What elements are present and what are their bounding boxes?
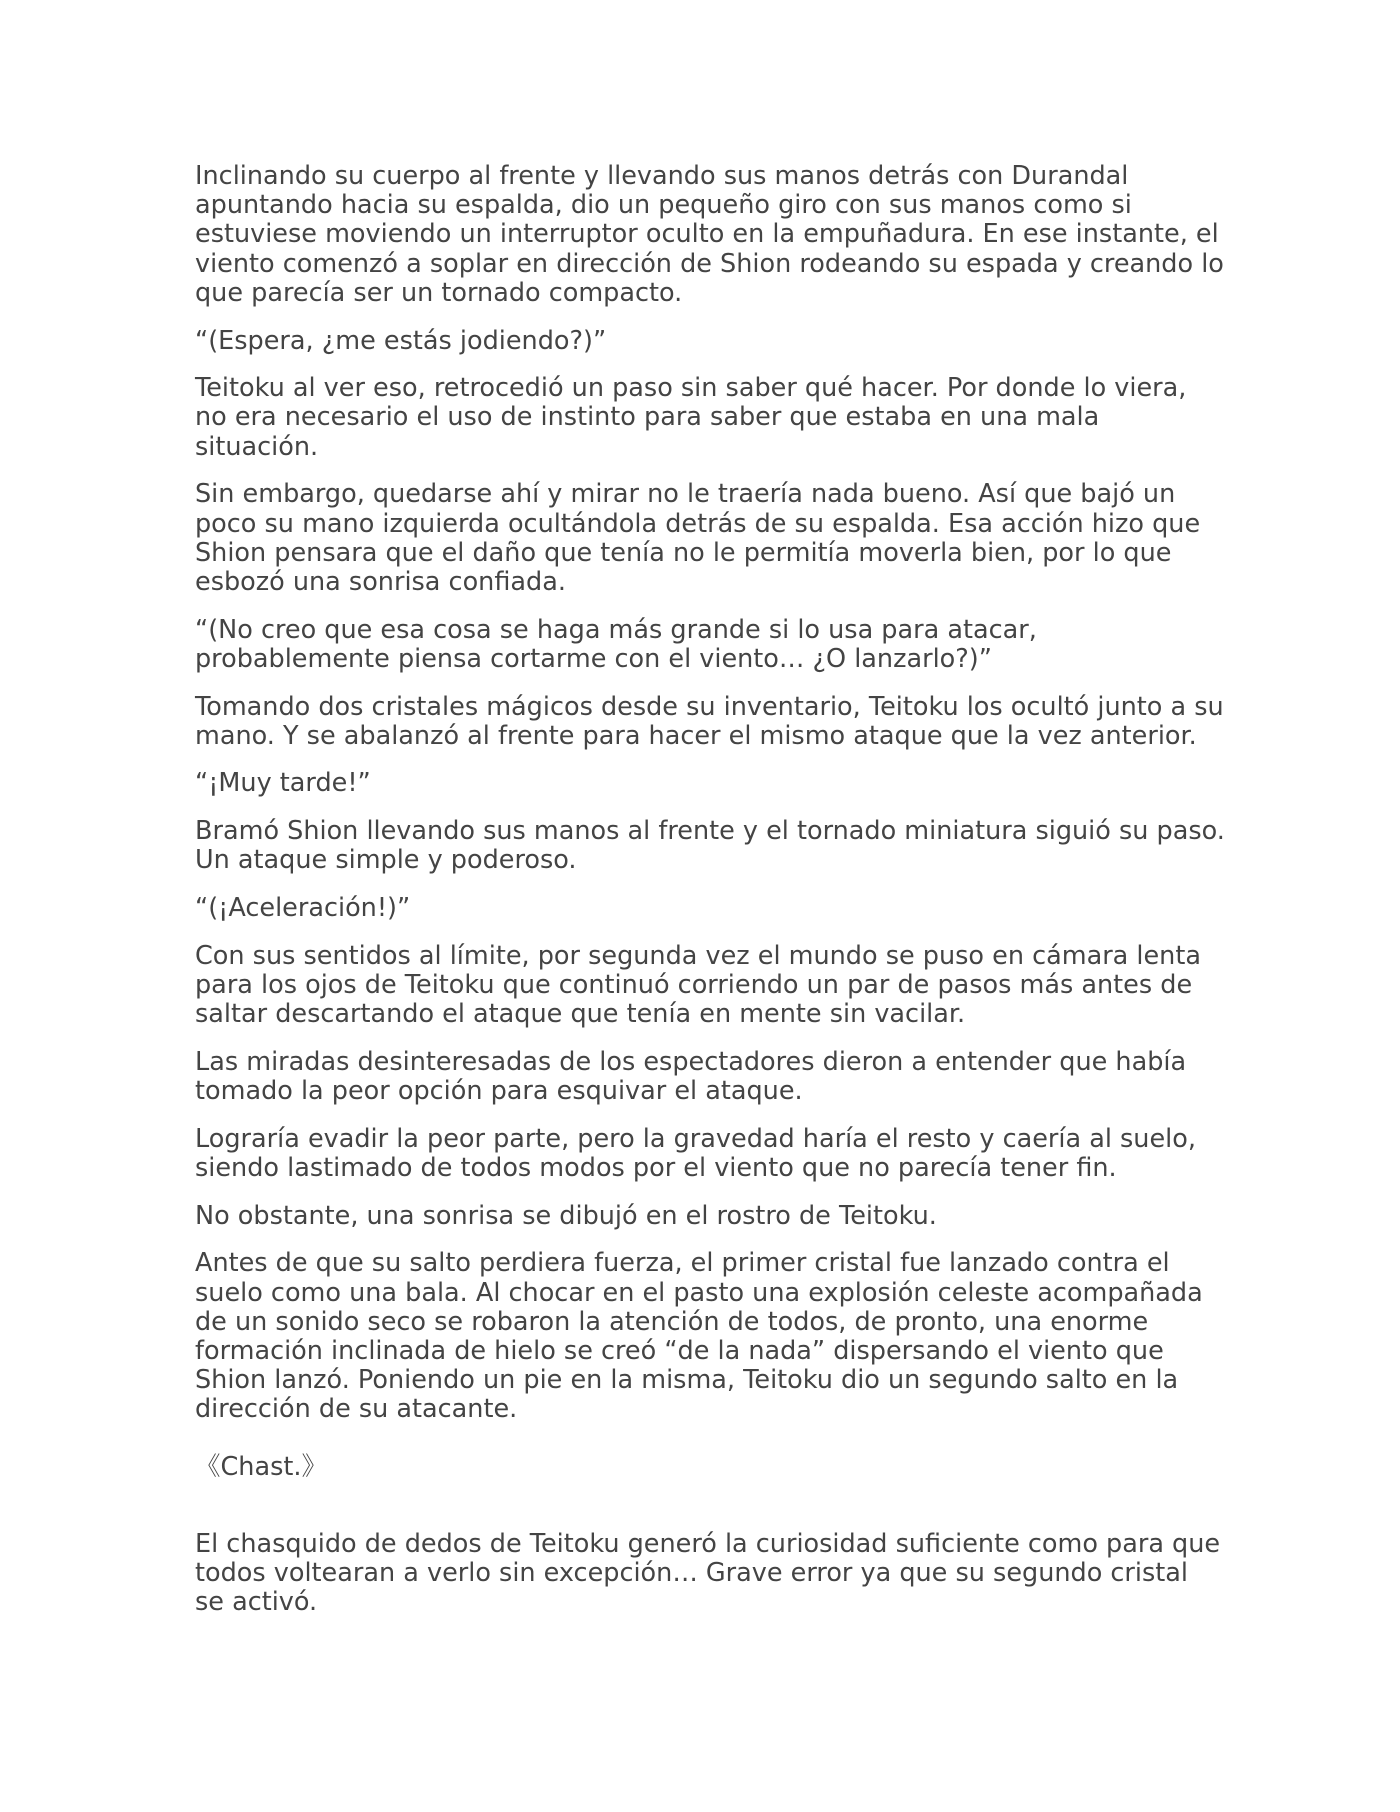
paragraph: No obstante, una sonrisa se dibujó en el rostro de Teitoku. — [195, 1200, 937, 1231]
paragraph: Las miradas desinteresadas de los espectadores dieron a entender que había tomado la peor opción para esquivar el ataque. — [195, 1046, 1187, 1107]
dialogue-line: “(Espera, ¿me estás jodiendo?)” — [195, 325, 607, 356]
paragraph: Con sus sentidos al límite, por segunda vez el mundo se puso en cámara lenta para los ojos de Teitoku que continuó corriendo un par de pasos más antes de saltar descartando el ataque que tenía en mente sin vacilar. — [195, 940, 1201, 1030]
dialogue-line: “¡Muy tarde!” — [195, 768, 371, 799]
paragraph: Lograría evadir la peor parte, pero la gravedad haría el resto y caería al suelo, siendo lastimado de todos modos por el viento que no parecía tener fin. — [195, 1123, 1196, 1183]
paragraph: Sin embargo, quedarse ahí y mirar no le traería nada bueno. Así que bajó un poco su mano izquierda ocultándola detrás de su espalda. Esa acción hizo que Shion pensara que el daño que tenía no le permitía moverla bien, por lo que esbozó una sonrisa confiada. — [195, 479, 1201, 597]
paragraph: Bramó Shion llevando sus manos al frente y el tornado miniatura siguió su paso. Un ataque simple y poderoso. — [195, 816, 1225, 876]
paragraph: El chasquido de dedos de Teitoku generó la curiosidad suficiente como para que todos voltearan a verlo sin excepción… Grave error ya que su segundo cristal se activó. — [195, 1528, 1221, 1618]
paragraph: Inclinando su cuerpo al frente y llevando sus manos detrás con Durandal apuntando hacia su espalda, dio un pequeño giro con sus manos como si estuviese moviendo un interruptor oculto en la empuñadura. En ese instante, el viento comenzó a soplar en dirección de Shion rodeando su espada y creando lo que parecía ser un tornado compacto. — [195, 161, 1224, 308]
paragraph: Antes de que su salto perdiera fuerza, el primer cristal fue lanzado contra el suelo como una bala. Al chocar en el pasto una explosión celeste acompañada de un sonido seco se robaron la atención de todos, de pronto, una enorme formación inclinada de hielo se creó “de la nada” dispersando el viento que Shion lanzó. Poniendo un pie en la misma, Teitoku dio un segundo salto en la dirección de su atacante. — [195, 1248, 1203, 1425]
sound-effect-line: 《Chast.》 — [195, 1451, 327, 1482]
paragraph: Tomando dos cristales mágicos desde su inventario, Teitoku los ocultó junto a su mano. Y se abalanzó al frente para hacer el mismo ataque que la vez anterior. — [195, 691, 1224, 751]
paragraph: Teitoku al ver eso, retrocedió un paso sin saber qué hacer. Por donde lo viera, no era necesario el uso de instinto para saber que estaba en una mala situación. — [195, 373, 1187, 462]
dialogue-line: “(¡Aceleración!)” — [195, 893, 411, 924]
document-page — [195, 162, 1225, 1636]
dialogue-line: “(No creo que esa cosa se haga más grande si lo usa para atacar, probablemente piensa cortarme con el viento… ¿O lanzarlo?)” — [195, 614, 1037, 674]
